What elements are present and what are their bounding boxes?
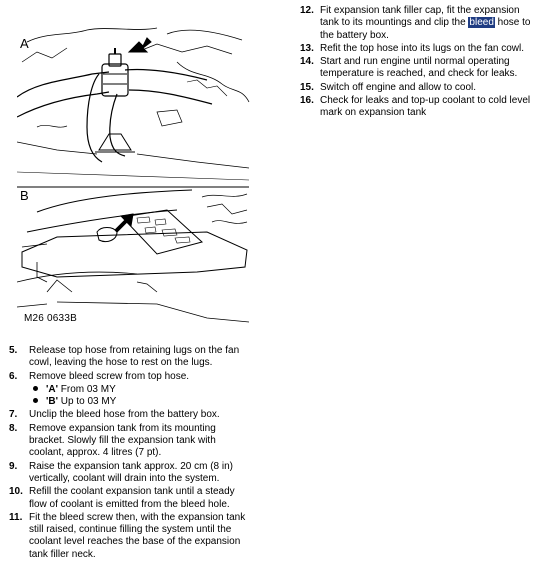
step-text: Fit expansion tank filler cap, fit the expansion tank to its mountings and clip the [320, 5, 520, 29]
step-number: 13. [300, 42, 314, 54]
step-number: 6. [9, 370, 18, 382]
bullet-key: 'A' [46, 383, 58, 395]
step-number: 7. [9, 409, 18, 421]
step-text: Refill the coolant expansion tank until a steady flow of coolant is emitted from the bleed hole. [29, 486, 235, 510]
step-text: Remove bleed screw from top hose. [29, 370, 190, 382]
step-16 [300, 95, 536, 120]
step-13 [300, 43, 536, 55]
step-6 [9, 371, 249, 409]
step-number: 10. [9, 486, 23, 498]
step-7 [9, 409, 249, 421]
step-body [29, 371, 249, 409]
step-12 [300, 5, 536, 42]
step-number: 5. [9, 345, 18, 356]
bullet-icon [33, 386, 38, 391]
arrow-a [129, 38, 151, 52]
step-number: 14. [300, 56, 314, 68]
step-number: 16. [300, 95, 314, 107]
panel-b-label: B [20, 188, 29, 203]
step-body [320, 5, 536, 42]
step-5 [9, 345, 249, 370]
panel-b-drawing [17, 190, 249, 322]
steps-left-list [9, 345, 249, 562]
step-text: Fit the bleed screw then, with the expansion tank still raised, continue filling the system until the coolant level reaches the base of the expansion tank filler neck. [29, 511, 246, 560]
step-text: Release top hose from retaining lugs on the fan cowl, leaving the hose to rest on the lugs. [29, 345, 240, 369]
bullet-item [29, 384, 249, 396]
step-11 [9, 512, 249, 561]
steps-right-list [300, 5, 536, 121]
figure-reference: M26 0633B [24, 313, 77, 324]
bullet-icon [33, 398, 38, 403]
step-9 [9, 461, 249, 486]
bullet-text: Up to 03 MY [57, 396, 117, 408]
bullet-item [29, 396, 249, 408]
panel-a-label: A [20, 36, 29, 51]
step-6-bullets [29, 384, 249, 409]
engine-hose-drawing [17, 22, 252, 332]
step-text: Switch off engine and allow to cool. [320, 81, 477, 93]
step-text: Unclip the bleed hose from the battery box. [29, 409, 220, 421]
bullet-text: From 03 MY [57, 383, 116, 395]
step-number: 11. [9, 511, 23, 523]
step-text: Raise the expansion tank approx. 20 cm (8 in) vertically, coolant will drain into the system. [29, 460, 233, 484]
step-8 [9, 423, 249, 460]
step-number: 15. [300, 81, 314, 93]
step-number: 12. [300, 5, 314, 16]
step-text: hose to the battery box. [320, 17, 531, 41]
step-number: 9. [9, 460, 18, 472]
highlighted-word[interactable]: bleed [469, 17, 494, 29]
step-text: Check for leaks and top-up coolant to cold level mark on expansion tank [320, 95, 531, 119]
step-text: Remove expansion tank from its mounting bracket. Slowly fill the expansion tank with coolant, approx. 4 litres (7 pt). [29, 422, 216, 459]
bullet-key: 'B' [46, 396, 58, 408]
step-text: Refit the top hose into its lugs on the fan cowl. [320, 42, 525, 54]
step-15 [300, 82, 536, 94]
step-10 [9, 486, 249, 511]
step-text: Start and run engine until normal operating temperature is reached, and check for leaks. [320, 56, 518, 80]
step-number: 8. [9, 422, 18, 434]
step-14 [300, 56, 536, 81]
service-illustration [17, 22, 252, 332]
